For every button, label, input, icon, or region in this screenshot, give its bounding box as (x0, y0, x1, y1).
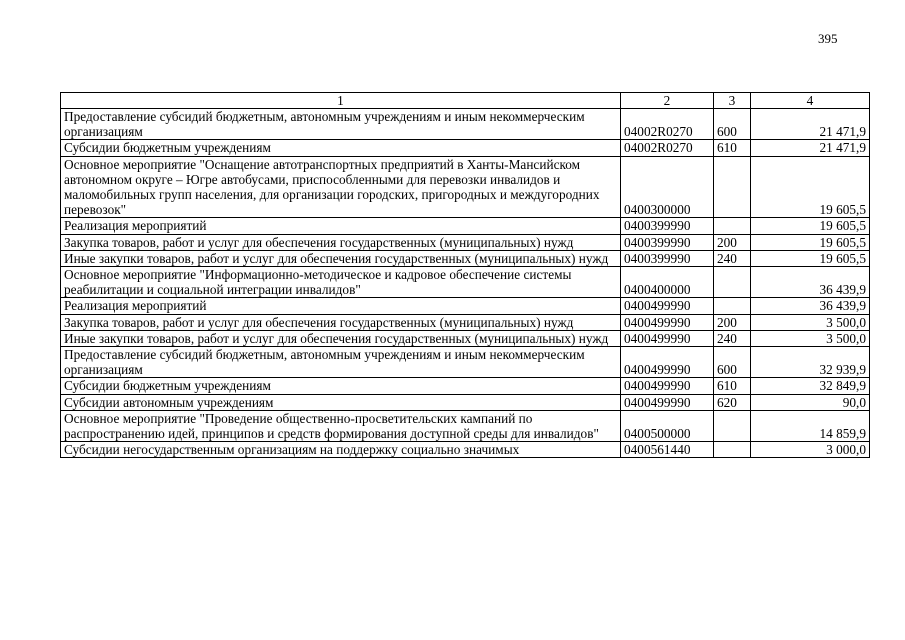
header-cell-2: 2 (621, 93, 714, 109)
table-row (61, 156, 870, 218)
row-sum: 19 605,5 (751, 250, 870, 266)
page-number: 395 (818, 31, 838, 46)
budget-table (60, 92, 870, 458)
row-type (714, 410, 751, 441)
row-code: 0400399990 (621, 234, 714, 250)
row-name: Предоставление субсидий бюджетным, автономным учреждениям и иным некоммерческим организациям (61, 109, 621, 140)
row-code: 0400499990 (621, 330, 714, 346)
row-name: Основное мероприятие "Оснащение автотранспортных предприятий в Ханты-Мансийском автономном округе – Югре автобусами, приспособленными для перевозки инвалидов и маломобильных групп населения, для организации городских, пригородных и междугородних перевозок" (61, 156, 621, 218)
row-code: 04002R0270 (621, 140, 714, 156)
row-sum: 3 500,0 (751, 314, 870, 330)
row-type: 620 (714, 394, 751, 410)
row-name: Основное мероприятие "Проведение общественно-просветительских кампаний по распространению идей, принципов и средств формирования доступной среды для инвалидов" (61, 410, 621, 441)
row-name: Субсидии бюджетным учреждениям (61, 140, 621, 156)
table-row (61, 314, 870, 330)
row-code: 0400499990 (621, 394, 714, 410)
header-cell-1: 1 (61, 93, 621, 109)
table-row (61, 234, 870, 250)
row-type (714, 156, 751, 218)
row-name: Закупка товаров, работ и услуг для обеспечения государственных (муниципальных) нужд (61, 314, 621, 330)
row-type: 600 (714, 109, 751, 140)
table-row (61, 250, 870, 266)
row-sum: 19 605,5 (751, 156, 870, 218)
row-sum: 36 439,9 (751, 298, 870, 314)
table-row (61, 109, 870, 140)
table-row (61, 330, 870, 346)
row-type: 200 (714, 234, 751, 250)
row-code: 0400399990 (621, 250, 714, 266)
row-code: 0400399990 (621, 218, 714, 234)
row-code: 04002R0270 (621, 109, 714, 140)
row-type: 240 (714, 330, 751, 346)
row-sum: 32 939,9 (751, 347, 870, 378)
row-type: 200 (714, 314, 751, 330)
row-code: 0400499990 (621, 378, 714, 394)
row-name: Субсидии автономным учреждениям (61, 394, 621, 410)
row-type: 610 (714, 140, 751, 156)
row-name: Реализация мероприятий (61, 218, 621, 234)
table-row (61, 298, 870, 314)
row-name: Субсидии негосударственным организациям на поддержку социально значимых (61, 442, 621, 458)
row-code: 0400500000 (621, 410, 714, 441)
row-name: Иные закупки товаров, работ и услуг для обеспечения государственных (муниципальных) нужд (61, 250, 621, 266)
row-sum: 14 859,9 (751, 410, 870, 441)
row-sum: 90,0 (751, 394, 870, 410)
row-sum: 32 849,9 (751, 378, 870, 394)
table-row (61, 347, 870, 378)
row-type (714, 267, 751, 298)
table-header-row (61, 93, 870, 109)
table-row (61, 442, 870, 458)
table-row (61, 378, 870, 394)
row-type: 240 (714, 250, 751, 266)
row-type (714, 442, 751, 458)
row-name: Субсидии бюджетным учреждениям (61, 378, 621, 394)
row-type (714, 298, 751, 314)
table-row (61, 218, 870, 234)
row-code: 0400499990 (621, 314, 714, 330)
row-type: 600 (714, 347, 751, 378)
row-code: 0400499990 (621, 347, 714, 378)
row-name: Закупка товаров, работ и услуг для обеспечения государственных (муниципальных) нужд (61, 234, 621, 250)
row-sum: 3 000,0 (751, 442, 870, 458)
row-name: Предоставление субсидий бюджетным, автономным учреждениям и иным некоммерческим организациям (61, 347, 621, 378)
row-sum: 21 471,9 (751, 140, 870, 156)
table-row (61, 394, 870, 410)
table-row (61, 410, 870, 441)
header-cell-3: 3 (714, 93, 751, 109)
row-code: 0400561440 (621, 442, 714, 458)
row-type (714, 218, 751, 234)
row-type: 610 (714, 378, 751, 394)
row-code: 0400300000 (621, 156, 714, 218)
header-cell-4: 4 (751, 93, 870, 109)
row-sum: 19 605,5 (751, 218, 870, 234)
row-code: 0400400000 (621, 267, 714, 298)
row-sum: 36 439,9 (751, 267, 870, 298)
row-sum: 21 471,9 (751, 109, 870, 140)
row-name: Основное мероприятие "Информационно-методическое и кадровое обеспечение системы реабилитации и социальной интеграции инвалидов" (61, 267, 621, 298)
table-row (61, 140, 870, 156)
row-sum: 19 605,5 (751, 234, 870, 250)
row-code: 0400499990 (621, 298, 714, 314)
row-sum: 3 500,0 (751, 330, 870, 346)
row-name: Иные закупки товаров, работ и услуг для обеспечения государственных (муниципальных) нужд (61, 330, 621, 346)
table-row (61, 267, 870, 298)
row-name: Реализация мероприятий (61, 298, 621, 314)
